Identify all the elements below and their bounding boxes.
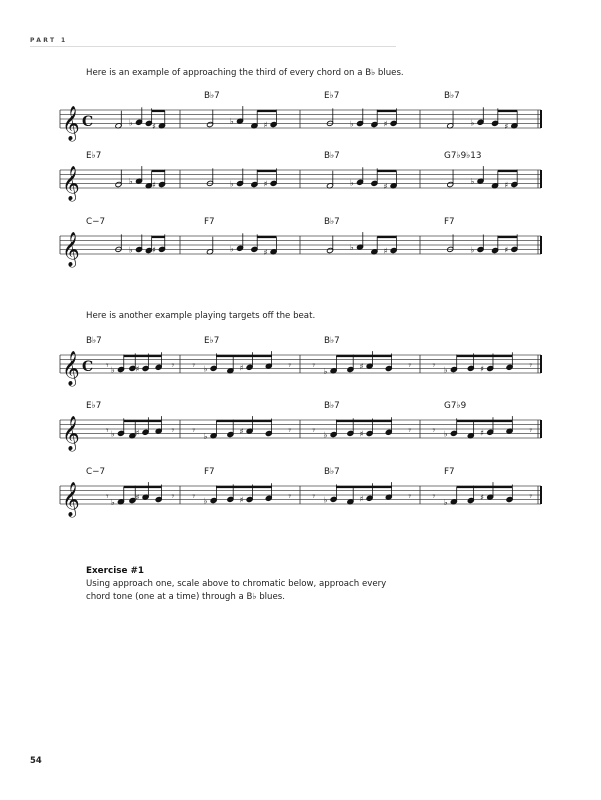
accidental-icon: ♯ [480,364,485,374]
accidental-icon: ♭ [230,117,234,127]
accidental-icon: ♯ [359,429,364,439]
chord-symbol: B♭7 [324,401,340,411]
rest-icon: 𝄾 [192,360,196,372]
chord-symbol: B♭7 [86,336,102,346]
accidental-icon: ♯ [359,362,364,372]
treble-clef-icon: 𝄞 [62,166,80,201]
accidental-icon: ♯ [504,180,509,190]
chord-symbol: B♭7 [204,91,220,101]
accidental-icon: ♭ [110,365,115,375]
accidental-icon: ♯ [383,119,388,129]
accidental-icon: ♯ [135,364,140,374]
accidental-icon: ♯ [135,493,140,503]
time-signature: C [82,114,94,130]
accidental-icon: ♯ [504,245,509,255]
chord-symbol: G7♭9♭13 [444,151,482,161]
accidental-icon: ♯ [239,363,244,373]
accidental-icon: ♭ [323,430,328,440]
page-number: 54 [30,755,42,765]
accidental-icon: ♭ [470,118,475,128]
accidental-icon: ♭ [203,364,208,374]
accidental-icon: ♭ [443,497,448,507]
treble-clef-icon: 𝄞 [62,416,80,451]
accidental-icon: ♭ [203,496,208,506]
treble-clef-icon: 𝄞 [62,482,80,517]
rest-icon: 𝄾 [432,360,436,372]
rest-icon: 𝄾 [529,491,532,503]
intro-text-1: Here is an example of approaching the third of every chord on a B♭ blues. [86,68,404,78]
accidental-icon: ♭ [350,243,354,253]
rest-icon: 𝄾 [432,491,436,503]
rest-icon: 𝄾 [192,425,196,437]
rest-icon: 𝄾 [105,425,109,437]
accidental-icon: ♭ [470,177,475,187]
intro-text-2: Here is another example playing targets off the beat. [86,311,316,321]
chord-symbol: B♭7 [324,336,340,346]
treble-clef-icon: 𝄞 [62,351,80,386]
rest-icon: 𝄾 [312,425,316,437]
accidental-icon: ♭ [129,118,133,128]
rest-icon: 𝄾 [192,491,196,503]
accidental-icon: ♭ [230,179,234,189]
accidental-icon: ♯ [480,428,485,438]
chord-symbol: B♭7 [444,91,460,101]
chord-symbol: E♭7 [86,151,102,161]
rest-icon: 𝄾 [408,360,412,372]
chord-symbol: G7♭9 [444,401,467,411]
rest-icon: 𝄾 [408,491,412,503]
accidental-icon: ♯ [151,245,156,255]
rest-icon: 𝄾 [288,491,292,503]
chord-symbol: E♭7 [204,336,220,346]
accidental-icon: ♯ [383,246,388,256]
rest-icon: 𝄾 [312,491,316,503]
accidental-icon: ♯ [239,495,244,505]
accidental-icon: ♯ [239,427,244,437]
rest-icon: 𝄾 [529,360,532,372]
accidental-icon: ♯ [504,121,509,131]
accidental-icon: ♯ [263,179,268,189]
accidental-icon: ♯ [263,247,268,257]
accidental-icon: ♭ [470,245,475,255]
chord-symbol: F7 [204,217,215,227]
rest-icon: 𝄾 [529,425,532,437]
chord-symbol: F7 [444,217,455,227]
rest-icon: 𝄾 [288,360,292,372]
accidental-icon: ♭ [443,429,448,439]
accidental-icon: ♯ [151,121,156,131]
accidental-icon: ♭ [323,366,328,376]
accidental-icon: ♭ [129,177,133,187]
running-head: PART 1 [30,37,68,44]
rest-icon: 𝄾 [288,425,292,437]
exercise-body: Using approach one, scale above to chromatic below, approach every chord tone (one at a time) through a B♭ blues. [86,579,387,602]
rest-icon: 𝄾 [171,360,175,372]
accidental-icon: ♯ [383,181,388,191]
chord-symbol: E♭7 [86,401,102,411]
accidental-icon: ♯ [135,428,140,438]
chord-symbol: B♭7 [324,217,340,227]
accidental-icon: ♭ [230,244,234,254]
chord-symbol: F7 [444,467,455,477]
treble-clef-icon: 𝄞 [62,232,80,267]
treble-clef-icon: 𝄞 [62,106,80,141]
chord-symbol: E♭7 [324,91,340,101]
rest-icon: 𝄾 [432,425,436,437]
chord-symbol: B♭7 [324,467,340,477]
accidental-icon: ♭ [350,178,354,188]
accidental-icon: ♭ [110,429,115,439]
rest-icon: 𝄾 [171,491,175,503]
accidental-icon: ♭ [129,245,133,255]
accidental-icon: ♯ [151,180,156,190]
accidental-icon: ♭ [323,495,328,505]
rest-icon: 𝄾 [105,491,109,503]
accidental-icon: ♭ [203,431,208,441]
chord-symbol: C−7 [86,467,106,477]
rest-icon: 𝄾 [171,425,175,437]
chord-symbol: C−7 [86,217,106,227]
rest-icon: 𝄾 [312,360,316,372]
chord-symbol: F7 [204,467,215,477]
chord-symbol: B♭7 [324,151,340,161]
accidental-icon: ♯ [263,120,268,130]
accidental-icon: ♭ [443,365,448,375]
rest-icon: 𝄾 [408,425,412,437]
rest-icon: 𝄾 [105,360,109,372]
exercise-title: Exercise #1 [86,566,144,576]
time-signature: C [82,359,94,375]
accidental-icon: ♯ [359,494,364,504]
accidental-icon: ♭ [350,119,354,129]
accidental-icon: ♯ [480,493,485,503]
accidental-icon: ♭ [110,497,115,507]
